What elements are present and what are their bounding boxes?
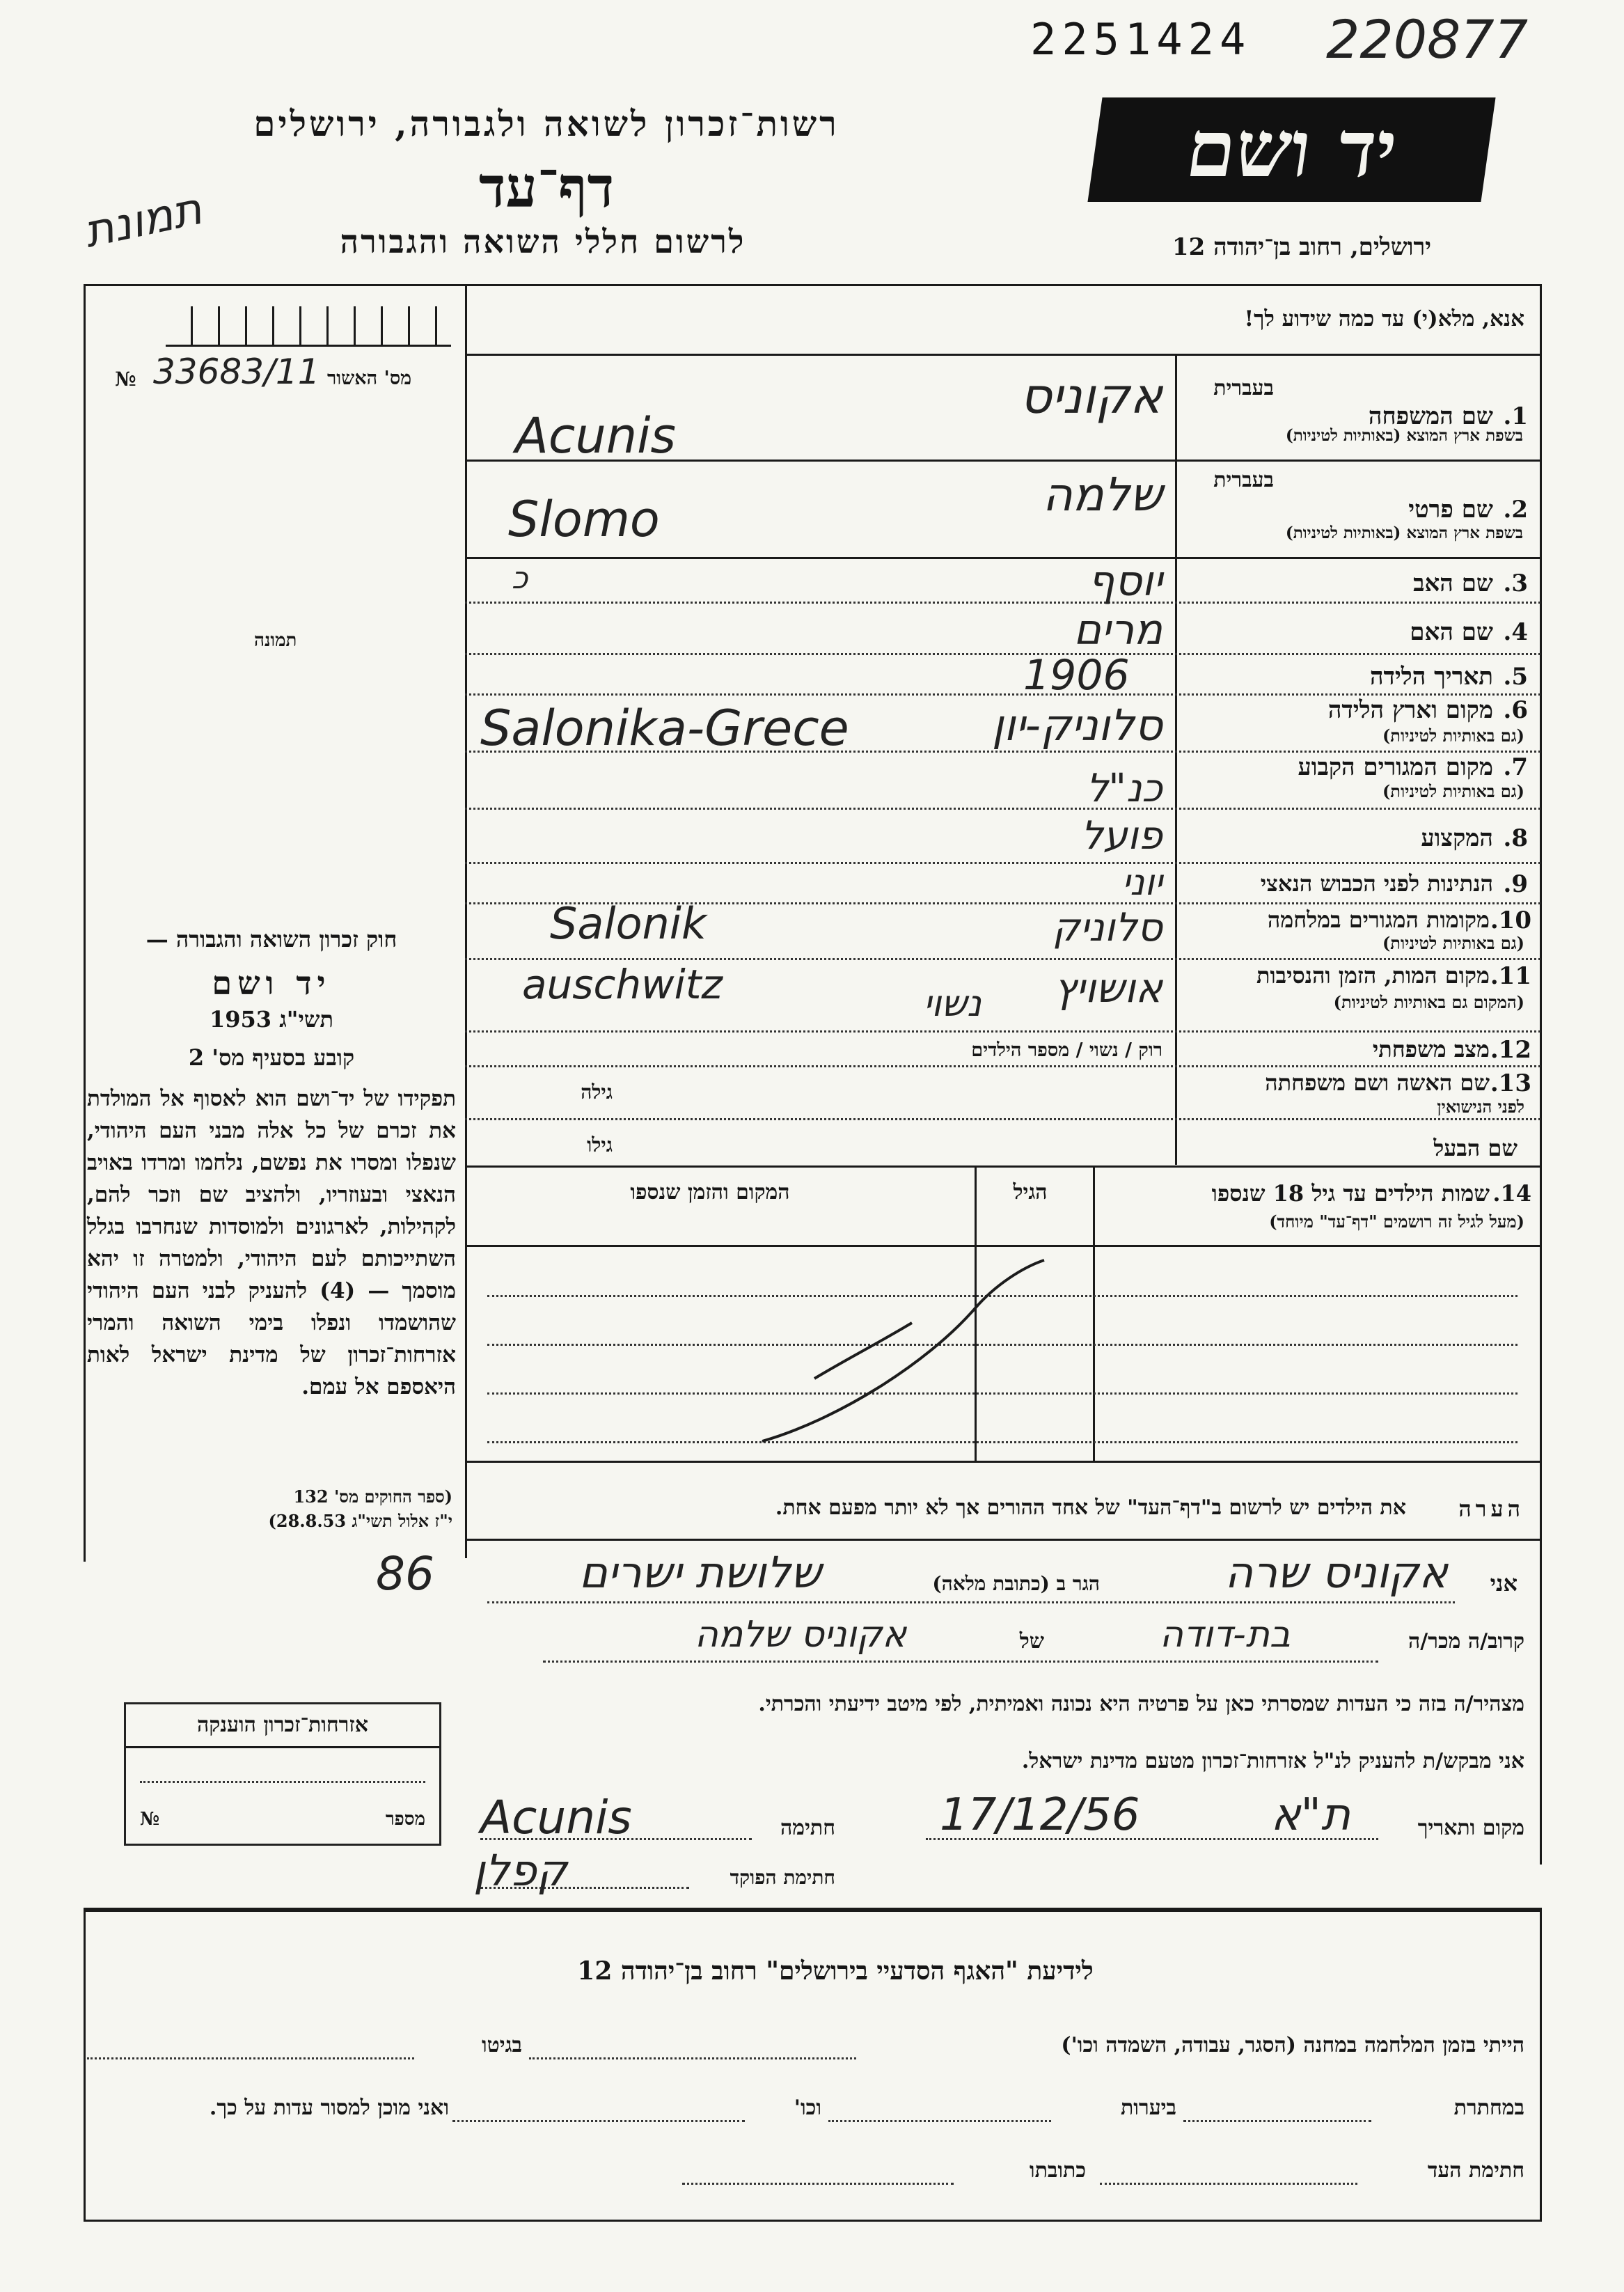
field-11-number: 11. [1490,962,1531,990]
footer-testimony-label: ואני מוכן למסור עדות על כך. [209,2096,449,2120]
law-text: תפקידו של יד־ושם הוא לאסוף אל המולדת את זכרם של כל אלה מבני העם היהודי, שנפלו ומסרו את נפשם, נלחמו ומרדו באויב הנאצי ובעוזריו, ולהציב שם וזכר להם, לקהילות, לארגונים ולמוסדות שנחרבו בגלל השתייכותם לעם היהודי, ולמטרה זו יהא מוסמך — (4) להעניק לבני העם היהודי שהושמדו ונפלו בימי השואה והמרי אזרחות־זכרון של מדינת ישראל לאות היאספם אל עמם. [87,1086,456,1399]
field-10-hebrew-value: סלוניק [1052,905,1162,950]
footer-ghetto-label: בגיטו [481,2033,522,2057]
residing-label: הגר ב (כתובת מלאה) [932,1572,1100,1595]
of-label: של [1019,1629,1044,1654]
yad-vashem-logo: יד ושם [1087,97,1495,202]
declarant-name: אקוניס שרה [1224,1547,1448,1598]
field-12-marital-options: רוק / נשוי / מספר הילדים [971,1039,1162,1061]
relation-value: בת-דודה [1160,1614,1291,1656]
stamp-number-label: מספר [385,1809,425,1830]
footer-forests-line [828,2120,1051,2122]
field-3-latin-value: כ [512,560,528,596]
registry-label: מס' האשור [327,368,412,389]
footer-camp-line [529,2057,856,2059]
field-13-note: לפני הנישואין [1437,1097,1524,1117]
field-2-label: שם פרטי [1408,496,1493,524]
footer-underground-line [1183,2120,1371,2122]
frame-top [84,284,1542,286]
corner-handwritten-mark: תמונת [79,183,207,258]
footer-etc-label: וכו' [794,2096,821,2120]
place-date-label: מקום ותאריך [1417,1816,1524,1840]
footer-address-label: כתובתו [1029,2158,1086,2183]
children-note: (מעל לגיל זה רושמים "דף־עד" מיוחד) [1269,1211,1524,1232]
law-text-box [87,1083,456,1403]
header-address: ירושלים, רחוב בן־יהודה 12 [1172,233,1432,261]
footer-left-border [84,1908,86,2221]
of-name-value: אקוניס שלמה [694,1614,907,1656]
field-9-value: יוני [1121,862,1162,904]
field-5-number: 5. [1503,663,1528,691]
remark-title: הערה [1458,1496,1524,1522]
children-number: 14. [1492,1180,1531,1207]
declarant-signature: Acunis [480,1791,632,1844]
official-signature: קפלן [473,1845,567,1896]
footer-witness-signature-label: חתימת העד [1427,2158,1524,2183]
field-2-hebrew-value: שלמה [1042,468,1162,521]
footer-etc-line [452,2120,745,2122]
field-12-value: נשוי [923,983,982,1025]
typed-doc-number: 2251424 [1030,14,1252,65]
official-signature-label: חתימת הפוקד [730,1866,835,1889]
field-11-hebrew-value: אושויץ [1054,964,1162,1012]
children-col-div-2 [1093,1165,1095,1461]
field-4-number: 4. [1503,618,1528,646]
field-8-value: פועל [1080,813,1162,858]
footer-address-line [682,2183,954,2185]
footer-ghetto-line [87,2057,414,2059]
remark-text: את הילדים יש לרשום ב"דף־העד" של אחד ההורים אך לא יותר מפעם אחת. [775,1496,1406,1520]
declaration-request: אני מבקש/ת להעניק לנ"ל אזרחות־זכרון מטעם מדינת ישראל. [1021,1749,1524,1773]
field-6-note: (גם באותיות לטיניות) [1382,725,1524,746]
field-9-label: הנתינות לפני הכבוש הנאצי [1260,870,1493,897]
field-6-label: מקום וארץ הלידה [1327,696,1493,724]
field-2-note: בשפת ארץ המוצא (באותיות לטיניות) [1285,524,1523,542]
footer-right-border [1540,1908,1542,2221]
instruction-underline [465,354,1540,356]
footer-bottom-border [84,2220,1542,2222]
authority-name: רשות־זכרון לשואה ולגבורה, ירושלים [253,103,839,144]
form-title: דף־עד [478,155,615,220]
row-sep-11 [465,1030,1540,1033]
remark-bottom-line [465,1539,1540,1541]
row-sep-14 [465,1165,1540,1168]
field-9-number: 9. [1503,870,1528,898]
declaration-place: ת"א [1270,1789,1350,1841]
place-date-line [926,1838,1378,1840]
field-3-number: 3. [1503,570,1528,597]
field-3-label: שם האב [1413,570,1493,597]
handwritten-doc-number: 220877 [1326,8,1529,70]
field-2-latin-value: Slomo [508,491,660,548]
row-sep-10 [465,958,1540,960]
field-8-number: 8. [1503,824,1528,852]
row-sep-5 [465,693,1540,696]
field-10-latin-value: Salonik [550,898,707,949]
field-7-label: מקום המגורים הקבוע [1298,753,1493,781]
husband-label: שם הבעל [1433,1135,1517,1161]
field-6-hebrew-value: סלוניק-יון [991,700,1162,751]
footer-forests-label: ביערות [1120,2096,1176,2120]
field-10-note: (גם באותיות לטיניות) [1382,933,1524,953]
field-1-side-label: בעברית [1213,376,1274,400]
registry-number: 33683/11 [153,352,320,392]
field-1-hebrew-value: אקוניס [1020,368,1162,425]
field-11-latin-value: auschwitz [522,961,723,1008]
label-column-divider [1175,354,1177,1165]
declaration-statement: מצהיר/ה בזה כי העדות שמסרתי כאן על פרטיה היא נכונה ואמיתית, לפי מיטב ידיעתי והכרתי. [758,1692,1524,1716]
stamp-title: אזרחות־זכרון הוענקה [196,1713,369,1737]
signature-label: חתימה [780,1816,835,1840]
official-signature-line [480,1887,689,1889]
footer-title: לידיעת "האגף הסדעיי בירושלים" רחוב בן־יהודה 12 [577,1956,1094,1986]
field-6-number: 6. [1503,696,1528,724]
memorial-citizenship-stamp-box [124,1702,441,1846]
photo-label: תמונה [254,630,297,651]
stamp-title-line [126,1746,439,1748]
children-header-line [465,1245,1540,1247]
field-5-value: 1906 [1023,651,1130,700]
registry-ticks [166,306,451,347]
field-13-label: שם האשה ושם משפחתה [1265,1069,1490,1096]
law-source: (ספר החוקים מס' 132 [293,1486,452,1507]
field-11-note: (המקום גם באותיות לטיניות) [1333,992,1524,1012]
footer-underground-label: במחתרת [1453,2096,1524,2120]
field-3-hebrew-value: יוסף [1087,557,1162,606]
photo-column-divider [465,284,467,1558]
children-bottom-line [465,1461,1540,1463]
frame-left [84,284,86,1562]
field-4-hebrew-value: מרים [1073,606,1162,654]
signature-line [480,1838,752,1840]
law-clause: קובע בסעיף מס' 2 [188,1044,355,1071]
stamp-dotted-1 [140,1781,425,1783]
law-title: חוק זכרון השואה והגבורה — [145,926,397,952]
row-sep-13 [465,1118,1540,1120]
husband-age-label: גילו [587,1133,613,1156]
field-12-number: 12. [1490,1036,1531,1064]
field-1-latin-value: Acunis [515,407,677,464]
row-sep-8 [465,862,1540,864]
field-2-side-label: בעברית [1213,468,1274,492]
relative-label: קרוב/ה מכר/ה [1408,1629,1524,1654]
form-subtitle: לרשום חללי השואה והגבורה [340,223,746,260]
footer-camp-label: הייתי בזמן המלחמה במחנה (הסגר, עבודה, השמדה וכו') [1061,2033,1524,2057]
field-5-label: תאריך הלידה [1369,663,1493,691]
field-10-label: מקומות המגורים במלחמה [1267,906,1490,933]
field-7-note: (גם באותיות לטיניות) [1382,781,1524,801]
field-7-value: כנ"ל [1086,766,1162,811]
field-8-label: המקצוע [1421,824,1493,852]
footer-separator [84,1908,1542,1912]
field-6-latin-value: Salonika-Grece [480,700,849,757]
row-sep-7 [465,808,1540,810]
children-col-age: הגיל [1013,1180,1048,1204]
field-1-number: 1. [1503,402,1528,430]
footer-witness-signature-line [1100,2183,1357,2185]
field-1-note: בשפת ארץ המוצא (באותיות לטיניות) [1285,426,1523,445]
field-2-number: 2. [1503,496,1528,524]
field-12-label: מצב משפחתי [1372,1036,1490,1062]
field-4-label: שם האם [1410,618,1493,646]
field-11-label: מקום המות, הזמן והנסיבות [1256,962,1490,989]
children-cross-out-scribble [752,1253,1051,1455]
declarant-i-label: אני [1490,1570,1517,1596]
row-sep-12 [465,1065,1540,1067]
children-col-place: המקום והזמן שנספו [630,1180,790,1204]
law-year: תשי"ג 1953 [210,1006,333,1033]
registry-no-sign: № [115,368,136,391]
law-source-date: י"ז אלול תשי"ג 28.8.53) [268,1511,452,1531]
children-label: שמות הילדים עד גיל 18 שנספו [1211,1180,1490,1207]
declarant-address: שלושת ישרים [578,1547,821,1598]
instruction-text: אנא, מלא(י) עד כמה שידוע לך! [1244,306,1524,331]
field-10-number: 10. [1490,906,1531,934]
field-7-number: 7. [1503,753,1528,781]
declarant-line [487,1601,1455,1603]
field-13-number: 13. [1490,1069,1531,1097]
frame-right [1540,284,1542,1865]
field-1-label: שם המשפחה [1368,402,1493,430]
wife-age-label: גילה [581,1081,613,1104]
declaration-date: 17/12/56 [940,1789,1140,1841]
declarant-house-number: 86 [376,1547,434,1601]
relative-line [543,1661,1378,1663]
stamp-no-sign: № [140,1809,160,1830]
law-name: יד ושם [212,964,331,1002]
